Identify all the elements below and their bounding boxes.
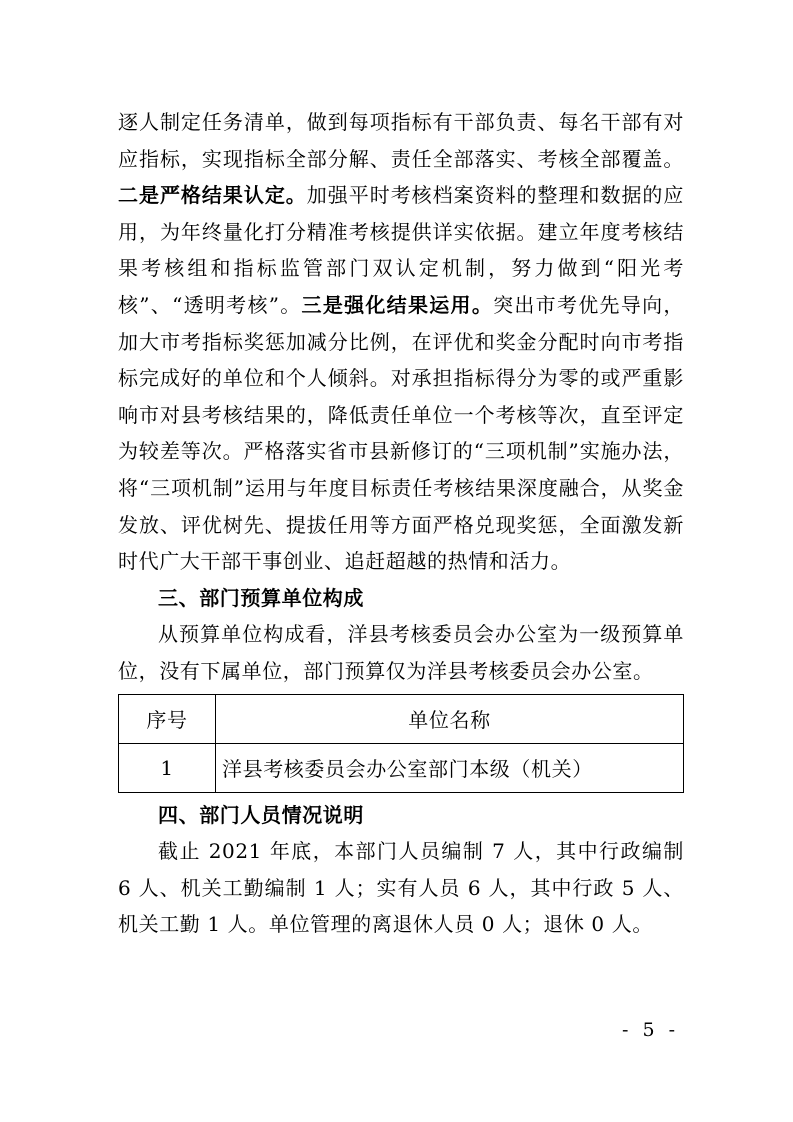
section3-heading: 三、部门预算单位构成 [158,585,364,610]
table-cell-unit-name: 洋县考核委员会办公室部门本级（机关） [216,743,684,792]
result-use-title: 三是强化结果运用。 [301,292,494,317]
budget-units-table [118,694,684,793]
table-header-number: 序号 [119,694,216,743]
table-cell-number: 1 [119,743,216,792]
result-use-text: 突出市考优先导向，加大市考指标奖惩加减分比例，在评优和奖金分配时向市考指标完成好的单位和个人倾斜。对承担指标得分为零的或严重影响市对县考核结果的，降低责任单位一个考核等次，直至评定为较差等次。严格落实省市县新修订的“三项机制”实施办法，将“三项机制”运用与年度目标责任考核结果深度融合，从奖金发放、评优树先、提拔任用等方面严格兑现奖惩，全面激发新时代广大干部干事创业、追赶超越的热情和活力。 [118,292,684,574]
table-header-unit-name: 单位名称 [216,694,684,743]
section3-paragraph: 从预算单位构成看，洋县考核委员会办公室为一级预算单位，没有下属单位，部门预算仅为洋县考核委员会办公室。 [118,622,684,683]
strict-result-title: 二是严格结果认定。 [118,183,307,208]
table-row [119,743,684,792]
section4-heading: 四、部门人员情况说明 [158,802,364,827]
section4-paragraph: 截止 2021 年底，本部门人员编制 7 人，其中行政编制 6 人、机关工勤编制 1 人；实有人员 6 人，其中行政 5 人、机关工勤 1 人。单位管理的离退休人员 0 人；退休 0 人。 [118,839,684,937]
strict-result-text: 加强平时考核档案资料的整理和数据的应用，为年终量化打分精准考核提供详实依据。建立年度考核结果考核组和指标监管部门双认定机制，努力做到“阳光考核”、“透明考核”。 [118,183,684,317]
document-body [118,104,684,943]
task-list-text: 逐人制定任务清单，做到每项指标有干部负责、每名干部有对应指标，实现指标全部分解、责任全部落实、考核全部覆盖。 [118,110,684,171]
paragraph-assessment-results [118,104,684,580]
table-header-row [119,694,684,743]
page-number: - 5 - [622,1019,680,1041]
